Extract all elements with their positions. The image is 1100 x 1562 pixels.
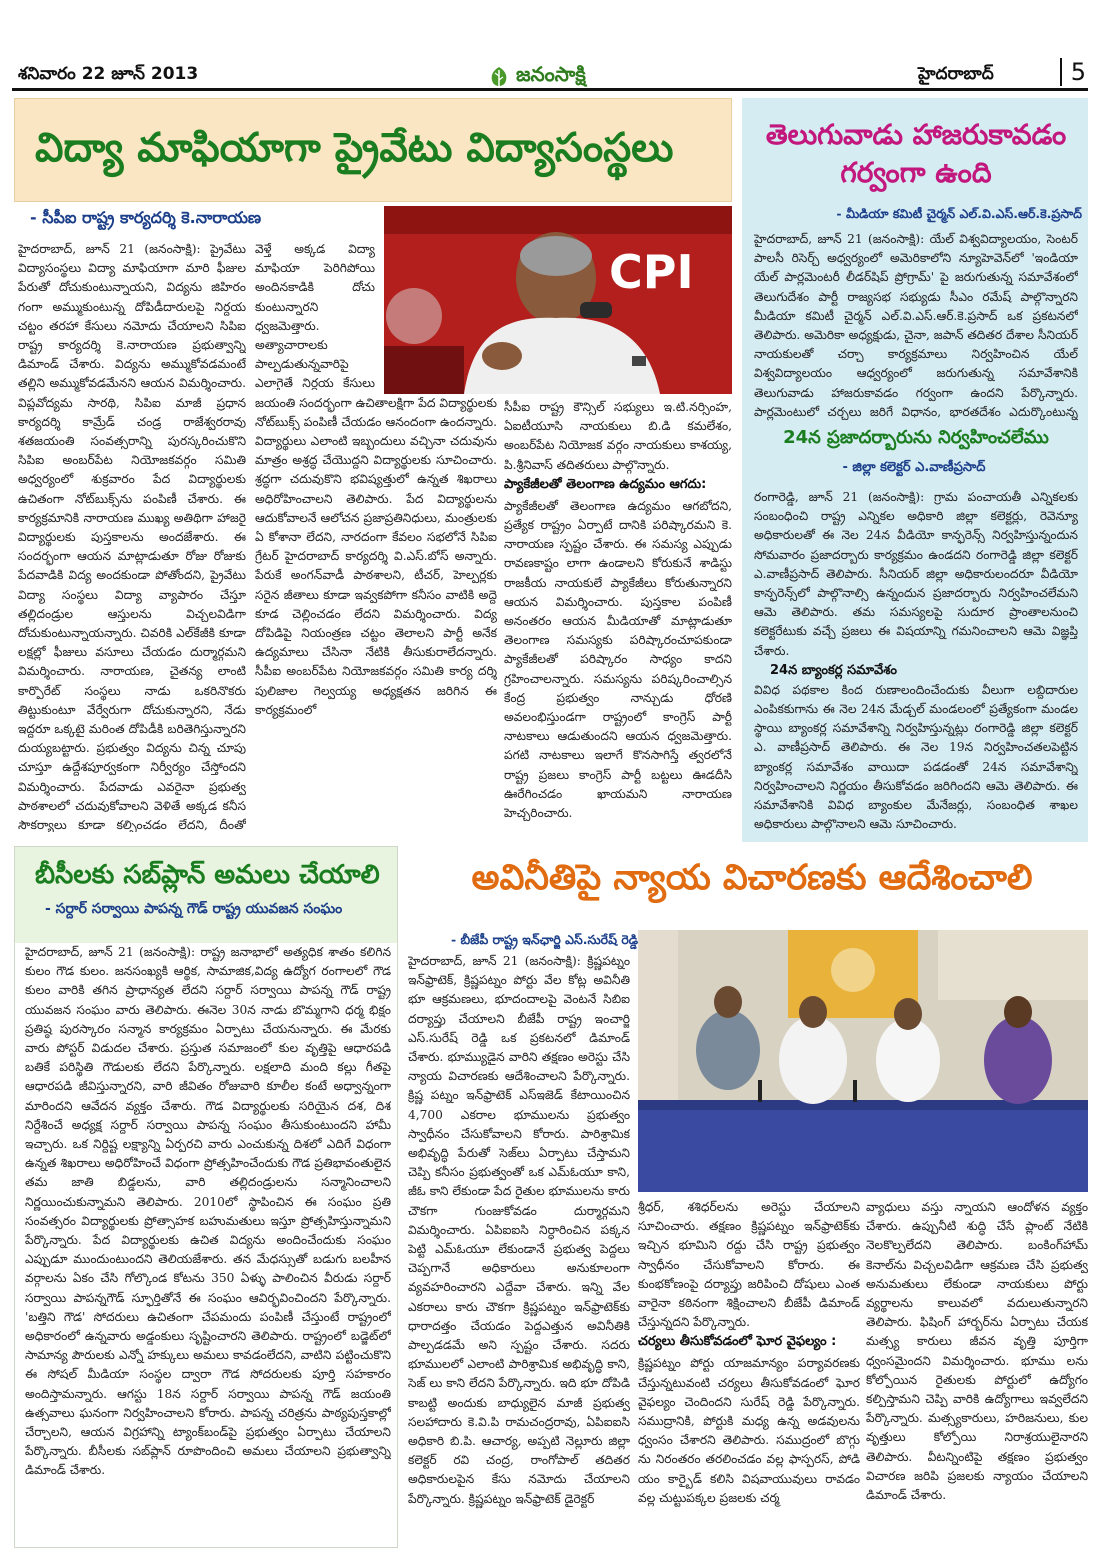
story1-byline: - సీపీఐ రాష్ట్ర కార్యదర్శి కె.నారాయణ bbox=[30, 208, 262, 227]
story3-headline: 24న ప్రజాదర్బారును నిర్వహించలేము bbox=[783, 427, 1049, 448]
story5-photo bbox=[638, 930, 1088, 1192]
story3-body: రంగారెడ్డి, జూన్ 21 (జనంసాక్షి): గ్రామ పంచాయతీ ఎన్నికలకు సంబంధించి రాష్ట్ర ఎన్నికల అధికారి జిల్లా కలెక్టర్లు, రెవెన్యూ అధికారులతో ఈ నెల 24న వీడియో కాన్ఫరెన్స్ నిర్వహిస్తున్నందున సోమవారం ప్రజాదర్బారు కార్యక్రమం ఉండదని రంగారెడ్డి జిల్లా కలెక్టర్ ఎ.వాణీప్రసాద్ తెలిపారు. సీనియర్ జిల్లా అధికారులందరూ వీడియో కాన్ఫరెన్స్‌లో పాల్గొనాల్సి ఉన్నందున ప్రజాదర్బారు నిర్వహించలేమని ఆమె తెలిపారు. తమ సమస్యలపై సుదూర ప్రాంతాలనుంచి కలెక్టరేటుకు వచ్చే ప్రజలు ఈ విషయాన్ని గమనించాలని ఆమె విజ్ఞప్తి చేశారు. bbox=[754, 490, 1078, 658]
story5-col2 bbox=[638, 1198, 860, 1548]
story2-headline: తెలుగువాడు హాజరుకావడం గర్వంగా ఉంది bbox=[765, 118, 1067, 189]
story5-subhead: చర్యలు తీసుకోవడంలో ఘోర వైఫల్యం : bbox=[638, 1334, 837, 1350]
story1-col3-body: ప్యాకేజీలతో తెలంగాణ ఉద్యమం ఆగబోదని, ప్రత్యేక రాష్ట్రం ఏర్పాటే దానికి పరిష్కారమని కె. నారాయణ స్పష్టం చేశారు. ఈ సమస్య ఎప్పుడు రావణకాష్టం లాగా ఉండాలని కోరుకునే శాడిస్టు రాజకీయ నాయకులే ప్యాకేజీలు కోరుతున్నారని ఆయన విమర్శించారు. పుస్తకాల పంపిణీ అనంతరం ఆయన మీడియాతో మాట్లాడుతూ తెలంగాణ సమస్యకు పరిష్కారంచూపకుండా ప్యాకేజీలతో పరిష్కారం సాధ్యం కాదని గ్రహించాలన్నారు. సమస్యను పరిష్కరించాల్సిన కేంద్ర ప్రభుత్వం నాన్చుడు ధోరణి అవలంభిస్తుండగా రాష్ట్రంలో కాంగ్రెస్ పార్టీ నాటకాలు ఆడుతుందని ఆయన ధ్వజమెత్తారు. పగటి నాటకాలు ఇలాగే కొనసాగిస్తే త్వరలోనే రాష్ట్ర ప్రజలు కాంగ్రెస్ పార్టీ బట్టలు ఊడదీసి ఊరేగించడం ఖాయమని నారాయణ హెచ్చరించారు. bbox=[504, 498, 732, 821]
story4-headline: బీసీలకు సబ్‌ప్లాన్ అమలు చేయాలి bbox=[35, 860, 380, 890]
svg-text:CPI: CPI bbox=[609, 245, 694, 299]
right-sidebar bbox=[742, 98, 1088, 842]
story2-body: హైదరాబాద్, జూన్ 21 (జనంసాక్షి): యేల్ విశ్వవిద్యాలయం, సెంటర్ పాలసీ రిసెర్చ్ అధ్వర్యంలో అమెరికాలోని న్యూహెవెన్‌లో 'ఇండియా యేల్ పార్లమెంటరీ లీడర్‌షిప్ ప్రోగ్రామ్' పై జరుగుతున్న సమావేశంలో తెలుగుదేశం పార్టీ రాజ్యసభ సభ్యుడు సీఎం రమేష్ పాల్గొన్నారని మీడియా కమిటీ చైర్మన్ ఎల్.వి.ఎస్.ఆర్.కె.ప్రసాద్ ఒక ప్రకటనలో తెలిపారు. అమెరికా అధ్యక్షుడు, చైనా, జపాన్ తదితర దేశాల సీనియర్ నాయకులతో చర్చా కార్యక్రమాలు నిర్వహించిన యేల్ విశ్వవిద్యాలయం ఆధ్వర్యంలో జరుగుతున్న సమావేశానికి తెలుగువాడు హాజరుకావడం గర్వంగా ఉందని పేర్కొన్నారు. పార్లమెంటులో చర్చలు జరిగే విధానం, భారతదేశం ఎదుర్కొంటున్న bbox=[754, 232, 1078, 419]
story4-box bbox=[14, 846, 398, 1548]
story5-col2-body: శ్రీధర్, శశిధర్‌లను అరెస్టు చేయాలని సూచించారు. తక్షణం క్రిష్ణపట్నం ఇన్‌ఫ్రాటెక్‌కు ఇచ్చిన భూమిని రద్దు చేసి రాష్ట్ర ప్రభుత్వం స్వాధీనం చేసుకోవాలని కోరారు. ఈ కుంభకోణంపై దర్యాప్తు జరిపించి దోషులు ఎంత వారైనా కఠినంగా శిక్షించాలని బీజేపీ డిమాండ్ చేస్తున్నదని పేర్కొన్నారు. bbox=[638, 1200, 860, 1330]
story5-byline: - బీజేపీ రాష్ట్ర ఇన్‌ఛార్జి ఎస్.సురేష్ రెడ్డి bbox=[451, 932, 638, 947]
story5-col3: వ్యాధులు వస్తు న్నాయని ఆందోళన వ్యక్తం చేశారు. ఉప్పునీటి శుద్ధి చేసే ప్లాంట్ నేటికి నెలకొల్పలేదని తెలిపారు. బంకింగ్‌హామ్ కెనాల్‌ను విచ్చలవిడిగా ఆక్రమణ చేసి ప్రభుత్వ అనుమతులు లేకుండా నాయకులు పోర్టు వ్యర్థాలను కాలువలో వదులుతున్నారని తెలిపారు. ఫిషింగ్ హార్బర్‌ను ఏర్పాటు చేయక మత్స్య కారులు జీవన వృత్తి పూర్తిగా ధ్వంసమైందని విమర్శించారు. భూము లను కోల్పోయిన రైతులకు పోర్టులో ఉద్యోగం కల్పిస్తామని చెప్పి వారికి ఉద్యోగాలు ఇవ్వలేదని పేర్కొన్నారు. మత్స్యకారులు, హరిజనులు, కుల వృత్తులు కోల్పోయి నిరాశ్రయులైనారని తెలిపారు. వీటన్నింటిపై తక్షణం ప్రభుత్వం విచారణ జరిపి ప్రజలకు న్యాయం చేయాలని డిమాండ్ చేశారు. bbox=[866, 1200, 1088, 1503]
story1-col1: హైదరాబాద్, జూన్ 21 (జనంసాక్షి): ప్రైవేటు విద్యాసంస్థలు విద్యా మాఫియాగా మారి ఫీజుల పేరుతో దోచుకుంటున్నాయని, విద్యను జిహిరం గంగా అమ్ముకుంటున్న దోపిడీదారులపై నిర్దయ చట్టం తరహా కేసులు నమోదు చేయాలని సిపిఐ రాష్ట్ర కార్యదర్శి కె.నారాయణ ప్రభుత్వాన్ని డిమాండ్ చేశారు. విద్యను అమ్ముకోవడమంటే తల్లిని అమ్ముకోవడమేనని ఆయన విమర్శించారు. విప్లవోద్యమ సారథి, సిపిఐ మాజీ ప్రధాన కార్యదర్శి కామ్రేడ్ చండ్ర రాజేశ్వరరావు శతజయంతి సంవత్సరాన్ని పురస్కరించుకొని సిపిఐ అంబర్‌పేట నియోజకవర్గం సమితి అధ్వర్యంలో శుక్రవారం పేద విద్యార్థులకు ఉచితంగా నోట్‌బుక్స్‌ను పంపిణీ చేశారు. ఈ కార్యక్రమానికి నారాయణ ముఖ్య అతిథిగా హాజరై విద్యార్థులకు పుస్తకాలను అందజేశారు. ఈ సందర్భంగా ఆయన మాట్లాడుతూ రోజు రోజుకు పేదవాడికి విద్య అందకుండా పోతోందని, ప్రైవేటు విద్యా సంస్థలు విద్యా వ్యాపారం చేస్తూ తల్లిదండ్రుల ఆస్తులను విచ్చలవిడిగా దోచుకుంటున్నాయన్నారు. చివరికి ఎల్‌కేజీకి కూడా లక్షల్లో ఫీజులు వసూలు చేయడం దుర్మార్గమని విమర్శించారు. నారాయణ, చైతన్య లాంటి కార్పొరేట్ సంస్థలు నాడు ఒకరినొకరు తిట్టుకుంటూ వేర్వేరుగా దోచుకున్నారని, నేడు ఇద్దరూ ఒక్కటై మరింత దోపిడీకి బరితెగిస్తున్నారని దుయ్యబట్టారు. ప్రభుత్వం విద్యను చిన్న చూపు చూస్తూ ఉద్దేశపూర్వకంగా నిర్వీర్యం చేస్తోందని విమర్శించారు. పేదవాడు ఎవరైనా ప్రభుత్వ పాఠశాలలో చదువుకోవాలని వెళితే అక్కడ కనీస సౌకర్యాలు కూడా కల్పించడం లేదని, దీంతో bbox=[18, 242, 246, 832]
leaf-logo-icon bbox=[488, 65, 510, 89]
header-rule bbox=[12, 88, 1088, 91]
issue-date: శనివారం 22 జూన్ 2013 bbox=[18, 64, 199, 84]
story1-col2: వెళ్తే అక్కడ విద్యా మాఫియా పెరిగిపోయి అందినకాడికి దోచు కుంటున్నారని ధ్వజమెత్తారు. అత్యాచారాలకు పాల్పడుతున్నవారిపై ఎలాగైతే నిర్దయ కేసులు bbox=[255, 242, 375, 390]
story1-headline-box bbox=[14, 98, 732, 202]
story1-col2-lower: జయంతి సందర్భంగా ఉచితాలక్షిగా పేద విద్యార్థులకు నోట్‌బుక్స్ పంపిణీ చేయడం ఆనందంగా ఉందన్నారు. విద్యార్థులు ఎలాంటి ఇబ్బందులు వచ్చినా చదువును మాత్రం అశ్రద్ధ చేయొద్దని విద్యార్థులకు సూచించారు. శ్రద్ధగా చదువుకొని భవిష్యత్తులో ఉన్నత శిఖరాలు అధిరోహించాలని తెలిపారు. పేద విద్యార్థులను ఆదుకోవాలనే ఆలోచన ప్రజాప్రతినిధులు, మంత్రులకు ఏ కోశానా లేదని, నారదంగా కేవలం సభలోనే సిపిఐ గ్రేటర్ హైదరాబాద్ కార్యదర్శి వి.ఎస్.బోస్ అన్నారు. పేరుకే అంగన్‌వాడీ పాఠశాలని, టీచర్, హెల్పర్లకు సరైన జీతాలు కూడా ఇవ్వకపోగా కనీసం వాటికి అద్దె కూడ చెల్లించడం లేదని విమర్శించారు. విద్య దోపిడిపై నియంత్రణ చట్టం తెలాలని పార్టీ అనేక ఉద్యమాలు చేసినా నేటికి తీసుకురాలేదన్నారు. సీపీఐ అంబర్‌పేట నియోజకవర్గం సమితి కార్య దర్శి పులిజాల గెల్వయ్య అధ్యక్షతన జరిగిన ఈ కార్యక్రమంలో bbox=[255, 395, 497, 717]
story5-col2-body2: క్రిష్ణపట్నం పోర్టు యాజమాన్యం పర్యావరణకు చేస్తున్నటువంటి చర్యలు తీసుకోవడంలో ఘోర వైఫల్యం చెందిందని సురేష్ రెడ్డి పేర్కొన్నారు. సముద్రానికి, పోర్టుకి మధ్య ఉన్న అడవులను ధ్వంసం చేశారని తెలిపారు. సముద్రంలో బొగ్గు ను నిరంతరం తరలించడం వల్ల ఫాస్పరస్, పోడి యం కార్బైడ్ కలిసి విషవాయువులు రావడం వల్ల చుట్టుపక్కల ప్రజలకు చర్మ bbox=[638, 1356, 860, 1505]
story5-headline: అవినీతిపై న్యాయ విచారణకు ఆదేశించాలి bbox=[471, 858, 1033, 898]
speaker-photo bbox=[384, 206, 732, 394]
edition-city: హైదరాబాద్ bbox=[918, 64, 994, 84]
story1-photo bbox=[384, 206, 732, 394]
story1-subhead: ప్యాకేజీలతో తెలంగాణ ఉద్యమం ఆగదు: bbox=[504, 476, 707, 492]
story3-byline: - జిల్లా కలెక్టర్ ఎ.వాణీప్రసాద్ bbox=[842, 460, 986, 475]
story1-col3 bbox=[504, 398, 732, 832]
story4-byline: - సర్దార్ సర్వాయి పాపన్న గౌడ్ రాష్ట్ర యువజన సంఘం bbox=[45, 901, 343, 917]
story5-col1: హైదరాబాద్, జూన్ 21 (జనంసాక్షి): క్రిష్ణపట్నం ఇన్‌ఫ్రాటెక్, క్రిష్ణపట్నం పోర్టు వేల కోట్ల అవినీతి భూ ఆక్రమణలు, భూదందాలపై వెంటనే సిబిఐ దర్యాప్తు చేయాలని బీజేపీ రాష్ట్ర ఇంచార్జి ఎస్.సురేష్ రెడ్డి ఒక ప్రకటనలో డిమాండ్ చేశారు. భూమ్యుడైన వారిని తక్షణం అరెస్టు చేసి న్యాయ విచారణకు ఆదేశించాలని పేర్కొన్నారు. క్రిష్ణ పట్నం ఇన్‌ఫ్రాటెక్ ఎస్ఇజెడ్ కేటాయించిన 4,700 ఎకరాల భూములను ప్రభుత్వం స్వాధీనం చేసుకోవాలని కోరారు. పారిశ్రామిక అభివృద్ధి పేరుతో సెజ్‌లు ఏర్పాటు చేస్తామని చెప్పి కనీసం ప్రభుత్వంతో ఒక ఎమ్‌ఓయూ కాని, జీఓ కాని లేకుండా పేద రైతుల భూములను కారు చౌకగా గుంజుకోవడం దుర్మార్గమని విమర్శించారు. ఏపిఐఐసి నిర్ధారించిన పక్కన పెట్టి ఎమ్‌ఓయూ లేకుండానే ప్రభుత్వ పెద్దలు చెప్పగానే అధికారులు అనుకూలంగా వ్యవహరించారని ఎద్దేవా చేశారు. ఇన్ని వేల ఎకరాలు కారు చౌకగా క్రిష్ణపట్నం ఇన్‌ఫ్రాటెక్‌కు ధారాదత్తం చేయడం పెద్దఎత్తున అవినీతికి పాల్పడడమే అని స్పష్టం చేశారు. సదరు భూములలో ఎలాంటి పారిశ్రామిక అభివృద్ధి కాని, సెజ్ లు కాని లేదని పేర్కొన్నారు. ఇది భూ దోపిడి కాబట్టి అందుకు బాధ్యులైన మాజీ ప్రభుత్వ సలహాదారు కె.వి.పి రామచంద్రరావు, ఏపిఐఐసి అధికారి బి.పి. ఆచార్య, అప్పటి నెల్లూరు జిల్లా కలెక్టర్ రవి చంద్ర, రాంగోపాల్ తదితర అధికారులపైన కేసు నమోదు చేయాలని పేర్కొన్నారు. క్రిష్ణపట్నం ఇన్‌ఫ్రాటెక్ డైరెక్టర్ bbox=[408, 954, 630, 1506]
press-meet-photo bbox=[638, 930, 1088, 1192]
story1-col3-intro: సీపీఐ రాష్ట్ర కౌన్సిల్ సభ్యులు ఇ.టి.నర్సింహ, ఏఐటీయూసి నాయకులు బి.డి కమలేశం, అంబర్‌పేట నియోజక వర్గం నాయకులు కాశయ్య, పి.శ్రీనివాస్ తదితరులు పాల్గొన్నారు. bbox=[504, 400, 732, 472]
masthead bbox=[0, 0, 1100, 92]
story3-subhead: 24న బ్యాంకర్ల సమావేశం bbox=[770, 662, 897, 678]
story2-byline: - మీడియా కమిటీ చైర్మన్ ఎల్.వి.ఎస్.ఆర్.కె.ప్రసాద్ bbox=[836, 206, 1082, 221]
story3-body2: వివిధ పథకాల కింద రుణాలందించేందుకు వీలుగా లబ్దిదారుల ఎంపికకుగాను ఈ నెల 24న మేడ్చల్ మండలంలో ప్రత్యేకంగా మండల స్థాయి బ్యాంకర్ల సమావేశాన్ని నిర్వహిస్తున్నట్లు రంగారెడ్డి జిల్లా కలెక్టర్ ఎ. వాణీప్రసాద్ తెలిపారు. ఈ నెల 19న నిర్వహించతలపెట్టిన బ్యాంకర్ల సమావేశం వాయిదా పడడంతో 24న సమావేశాన్ని నిర్వహించాలని నిర్ణయం తీసుకోవడం జరిగిందని ఆమె తెలిపారు. ఈ సమావేశానికి వివిధ బ్యాంకుల మేనేజర్లు, సంబంధిత శాఖల అధికారులు పాల్గొనాలని ఆమె సూచించారు. bbox=[754, 682, 1078, 832]
logo-text: జనంసాక్షి bbox=[516, 62, 586, 86]
newspaper-logo bbox=[488, 62, 586, 91]
story3-text bbox=[754, 488, 1078, 838]
story4-body: హైదరాబాద్, జూన్ 21 (జనంసాక్షి): రాష్ట్ర జనాభాలో అత్యధిక శాతం కలిగిన కులం గౌడ కులం. జనసంఖ్యకి ఆర్థిక, సామాజిక,విద్య ఉద్యోగ రంగాలలో గౌడ కులం వారికి తగిన ప్రాధాన్యత లేదని సర్దార్ సర్వాయి పాపన్న గౌడ్ రాష్ట్ర యువజన సంఘం వారు తెలిపారు. ఈనెల 30న నాడు బొమ్మగాని ధర్మ భిక్షం ప్రతిష్ఠ పురస్కారం సన్మాన కార్యక్రమం ఏర్పాటు చేయనున్నారు. ఈ మేరకు వారు పోస్టర్ విడుదల చేశారు. ప్రస్తుత సమాజంలో కుల వృత్తిపై ఆధారపడి బతికే పరిస్థితి గౌడులకు లేదని పేర్కొన్నారు. లక్షలాది మంది కల్లు గీతపై ఆధారపడి జీవిస్తున్నారని, వారి జీవితం రోజువారి కూలీల కంటే అధ్వాన్నంగా మారిందని ఆవేదన వ్యక్తం చేశారు. గౌడ విద్యార్థులకు సరియైన దశ, దిశ నిర్దేశించే అధ్యక్ష సర్దార్ సర్వాయి పాపన్న సంఘం తీసుకుంటుందని హామీ ఇచ్చారు. ఒక నిర్దిష్ట లక్ష్యాన్ని ఏర్పరచి వారు ఎంచుకున్న దిశలో ఎదిగే విధంగా ఉన్నత శిఖరాలు అధిరోహించే విధంగా ప్రోత్సహించేందుకు గౌడ ప్రతిభావంతులైన తమ జాతి బిడ్డలను, వారి తల్లిదండ్రులను సన్మానించాలని నిర్ణయించుకున్నామని తెలిపారు. 2010లో స్థాపించిన ఈ సంఘం ప్రతి సంవత్సరం విద్యార్థులకు ప్రోత్సాహక బహుమతులు ఇస్తూ ప్రోత్సహిస్తున్నామని పేర్కొన్నారు. పేద విద్యార్థులకు ఉచిత విద్యను అందించేందుకు సంఘం ఎప్పుడూ ముందుంటుందని తెలియజేశారు. తన మేధస్సుతో బడుగు బలహీన వర్గాలను ఏకం చేసి గోల్కొండ కోటను 350 ఏళ్ళు పాలించిన వీరుడు సర్దార్ సర్వాయి పాపన్నగౌడ్ స్ఫూర్తితోనే ఈ సంఘం ఆవిర్భవించిందని పేర్కొన్నారు. 'బత్తిని గౌడ' సోదరులు ఉచితంగా చేపమందు పంపిణీ చేస్తుంటే రాష్ట్రంలో అధికారంలో ఉన్నవారు అడ్డంకులు సృష్టించారని తెలిపారు. రాష్ట్రంలో బడ్జెట్‌లో సామాన్య పౌరులకు ఎన్నో హక్కులు అమలు కావడంలేదని, వాటిని పట్టించుకొని ఈ సోషల్ మీడియా సంస్థల ద్వారా గౌడ సోదరులకు పూర్తి సహకారం అందిస్తామన్నారు. ఆగస్టు 18న సర్దార్ సర్వాయి పాపన్న గౌడ్ జయంతి ఉత్సవాలు ఘనంగా నిర్వహించాలని కోరారు. పాపన్న చరిత్రను పాఠ్యపుస్తకాల్లో చేర్చాలని, ఆయన విగ్రహాన్ని ట్యాంక్‌బండ్‌పై ప్రభుత్వం ఏర్పాటు చేయాలని పేర్కొన్నారు. బీసీలకు సబ్‌ప్లాన్ రూపొందించి అమలు చేయాలని ప్రభుత్వాన్ని డిమాండ్ చేశారు. bbox=[25, 945, 391, 1478]
page-number: 5 bbox=[1060, 58, 1086, 86]
story1-headline: విద్యా మాఫియాగా ప్రైవేటు విద్యాసంస్థలు bbox=[35, 125, 674, 171]
